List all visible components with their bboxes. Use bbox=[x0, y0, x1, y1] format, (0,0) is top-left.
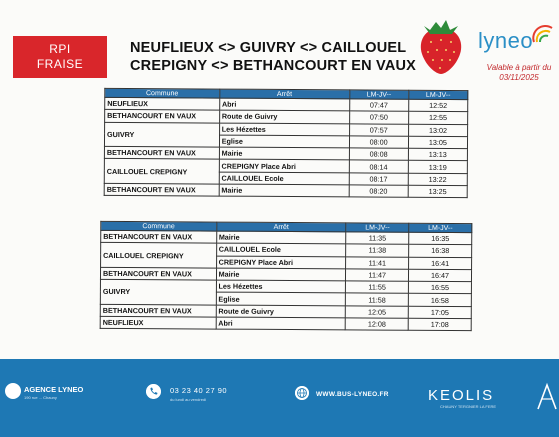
cell-arret: Abri bbox=[216, 317, 346, 330]
route-line-1: NEUFLIEUX <> GUIVRY <> CAILLOUEL bbox=[130, 40, 407, 56]
cell-time: 17:05 bbox=[408, 306, 471, 319]
globe-icon bbox=[295, 386, 309, 400]
agency-address: 190 rue ... Chauny bbox=[24, 395, 57, 400]
cell-time: 08:00 bbox=[349, 136, 408, 149]
agency-name: AGENCE LYNEO bbox=[24, 385, 84, 394]
table-row bbox=[104, 183, 467, 198]
cell-time: 07:47 bbox=[349, 99, 408, 112]
footer-banner bbox=[0, 359, 559, 437]
cell-arret: Mairie bbox=[216, 231, 346, 244]
cell-arret: Les Hézettes bbox=[219, 123, 349, 136]
cell-time: 16:55 bbox=[409, 281, 472, 294]
lyneo-logo: lyneo bbox=[478, 28, 534, 53]
cell-arret: Eglise bbox=[219, 135, 349, 148]
cell-arret: Mairie bbox=[219, 147, 349, 160]
cell-commune: BETHANCOURT EN VAUX bbox=[105, 110, 220, 123]
table-row bbox=[100, 316, 471, 331]
cell-commune: BETHANCOURT EN VAUX bbox=[104, 183, 219, 196]
cell-commune: GUIVRY bbox=[104, 122, 219, 147]
cell-commune: CAILLOUEL CREPIGNY bbox=[104, 159, 219, 184]
cell-time: 12:08 bbox=[345, 318, 408, 331]
cell-time: 08:14 bbox=[349, 160, 408, 173]
timetable-morning bbox=[104, 88, 469, 199]
table-row bbox=[104, 159, 467, 174]
cell-time: 16:35 bbox=[409, 232, 472, 245]
lyneo-arc-icon bbox=[530, 20, 556, 46]
cell-commune: BETHANCOURT EN VAUX bbox=[104, 147, 219, 160]
keolis-subtitle: CHAUNY TERGNIER LA FERE bbox=[440, 404, 497, 409]
col-arret: Arrêt bbox=[216, 222, 346, 232]
cell-time: 11:41 bbox=[346, 256, 409, 269]
validity-label: Valable à partir du bbox=[486, 63, 552, 72]
cell-time: 16:38 bbox=[409, 245, 472, 258]
cell-time: 13:13 bbox=[408, 148, 467, 161]
timetable-afternoon bbox=[100, 221, 473, 332]
cell-arret: Mairie bbox=[219, 184, 349, 197]
tag-line-fraise: FRAISE bbox=[36, 57, 84, 71]
cell-time: 13:02 bbox=[408, 124, 467, 137]
cell-time: 13:25 bbox=[408, 185, 467, 198]
col-commune: Commune bbox=[105, 88, 220, 98]
cell-arret: Eglise bbox=[216, 293, 346, 306]
cell-time: 07:50 bbox=[349, 111, 408, 124]
cell-commune: NEUFLIEUX bbox=[100, 316, 216, 329]
validity-date: 03/11/2025 bbox=[499, 73, 539, 82]
keolis-mark-icon bbox=[536, 381, 558, 411]
cell-time: 11:47 bbox=[346, 269, 409, 282]
keolis-logo: KEOLIS bbox=[428, 387, 495, 404]
cell-arret: CREPIGNY Place Abri bbox=[219, 160, 349, 173]
agency-hours: du lundi au vendredi bbox=[170, 397, 207, 402]
cell-time: 16:41 bbox=[409, 257, 472, 270]
route-title bbox=[130, 39, 416, 75]
validity-note bbox=[478, 63, 559, 83]
cell-time: 13:05 bbox=[408, 136, 467, 149]
col-time-2: LM-JV-- bbox=[409, 223, 472, 232]
website-link[interactable]: WWW.BUS-LYNEO.FR bbox=[316, 391, 389, 398]
cell-arret: Les Hézettes bbox=[216, 280, 346, 293]
col-commune: Commune bbox=[101, 221, 217, 231]
cell-time: 11:35 bbox=[346, 232, 409, 245]
col-time-1: LM-JV-- bbox=[346, 223, 409, 232]
cell-arret: CREPIGNY Place Abri bbox=[216, 256, 346, 269]
table-row bbox=[101, 243, 472, 258]
cell-time: 12:55 bbox=[408, 112, 467, 125]
cell-commune: GUIVRY bbox=[100, 280, 216, 305]
cell-arret: CAILLOUEL Ecole bbox=[216, 243, 346, 256]
col-arret: Arrêt bbox=[219, 89, 349, 99]
agency-phone[interactable]: 03 23 40 27 90 bbox=[170, 386, 228, 395]
col-time-2: LM-JV-- bbox=[409, 90, 468, 99]
route-line-2: CREPIGNY <> BETHANCOURT EN VAUX bbox=[130, 58, 417, 74]
phone-icon bbox=[146, 384, 161, 399]
table-row bbox=[105, 122, 468, 137]
cell-commune: BETHANCOURT EN VAUX bbox=[101, 230, 217, 243]
tag-line-rpi: RPI bbox=[49, 42, 71, 56]
cell-arret: Mairie bbox=[216, 268, 346, 281]
cell-commune: NEUFLIEUX bbox=[105, 97, 220, 110]
cell-time: 16:47 bbox=[409, 269, 472, 282]
cell-time: 08:17 bbox=[349, 173, 408, 186]
cell-time: 12:52 bbox=[408, 99, 467, 112]
cell-time: 17:08 bbox=[408, 318, 471, 331]
cell-arret: Abri bbox=[219, 98, 349, 111]
cell-time: 16:58 bbox=[408, 294, 471, 307]
cell-time: 08:20 bbox=[349, 185, 408, 198]
cell-time: 13:22 bbox=[408, 173, 467, 186]
cell-arret: Route de Guivry bbox=[219, 110, 349, 123]
cell-arret: Route de Guivry bbox=[216, 305, 346, 318]
cell-commune: BETHANCOURT EN VAUX bbox=[100, 304, 216, 317]
cell-time: 11:55 bbox=[346, 281, 409, 294]
cell-commune: BETHANCOURT EN VAUX bbox=[100, 267, 216, 280]
table-row bbox=[100, 280, 471, 295]
cell-commune: CAILLOUEL CREPIGNY bbox=[101, 243, 217, 268]
cell-time: 12:05 bbox=[346, 306, 409, 319]
line-tag bbox=[13, 36, 107, 78]
cell-time: 11:38 bbox=[346, 244, 409, 257]
strawberry-icon bbox=[416, 14, 466, 76]
col-time-1: LM-JV-- bbox=[349, 90, 408, 99]
cell-arret: CAILLOUEL Ecole bbox=[219, 172, 349, 185]
cell-time: 11:58 bbox=[346, 293, 409, 306]
cell-time: 08:08 bbox=[349, 148, 408, 161]
agency-logo-icon bbox=[5, 383, 21, 399]
cell-time: 13:19 bbox=[408, 161, 467, 174]
cell-time: 07:57 bbox=[349, 123, 408, 136]
